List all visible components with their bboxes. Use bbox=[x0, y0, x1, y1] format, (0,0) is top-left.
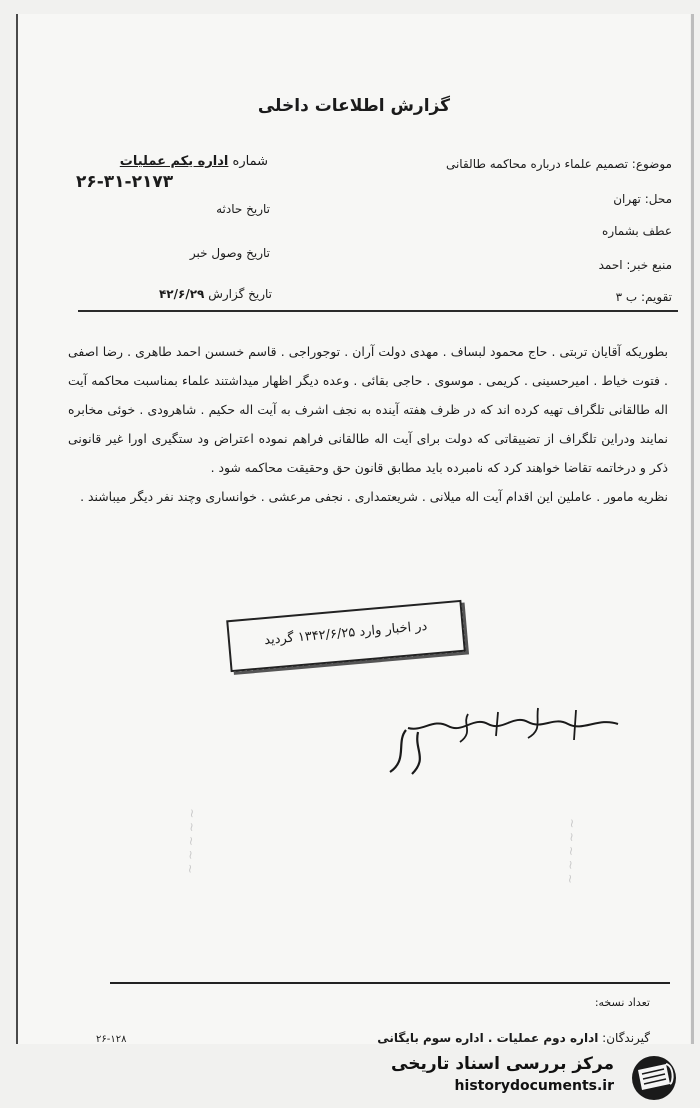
event-date-row bbox=[216, 202, 270, 216]
header-divider bbox=[78, 310, 678, 312]
number-label: شماره bbox=[232, 154, 268, 169]
subject-row: موضوع: تصمیم علماء درباره محاکمه طالقانی bbox=[445, 157, 672, 171]
rating-row: تقویم: ب ۳ bbox=[615, 290, 672, 304]
bleed-through-1: ~ ~ ~ ~ ~ bbox=[182, 808, 199, 874]
source-row: منبع خبر: احمد bbox=[598, 258, 672, 272]
location-label: محل bbox=[648, 192, 672, 206]
rating-label: تقویم bbox=[645, 290, 672, 304]
number-row bbox=[120, 154, 268, 169]
location-value: تهران bbox=[613, 192, 641, 206]
report-date-value: ۴۲/۶/۲۹ bbox=[158, 287, 205, 301]
archive-watermark bbox=[391, 1052, 686, 1104]
subject-value: تصمیم علماء درباره محاکمه طالقانی bbox=[445, 157, 628, 171]
signature-scribble bbox=[378, 702, 628, 782]
location-row: محل: تهران bbox=[613, 192, 672, 206]
footer-document-number: ۲۶-۱۲۸ bbox=[96, 1034, 127, 1045]
report-title: گزارش اطلاعات داخلی bbox=[257, 96, 450, 116]
subject-label: موضوع bbox=[635, 157, 672, 171]
receipt-date-label: تاریخ وصول خبر bbox=[189, 246, 270, 260]
watermark-title: مرکز بررسی اسناد تاریخی bbox=[391, 1054, 614, 1074]
followup-row bbox=[602, 224, 672, 238]
footer-divider bbox=[110, 982, 670, 984]
rating-value: ب ۳ bbox=[615, 290, 638, 304]
followup-label: عطف بشماره bbox=[602, 224, 672, 238]
body-paragraph-2: نظریه مامور . عاملین این اقدام آیت اله میلانی . شریعتمداری . نجفی مرعشی . خوانساری وچند نفر دیگر میباشند . bbox=[80, 489, 668, 504]
document-number: ۲۶-۳۱-۲۱۷۳ bbox=[76, 172, 174, 192]
report-body bbox=[68, 337, 668, 511]
body-paragraph-1: بطوریکه آقایان تربتی . حاج محمود لبساف . مهدی دولت آران . توجوراجی . قاسم خسسن احمد طاهری . رضا اصفی . فتوت خیاط . امیرحسینی . کریمی . موسوی . حاجی بقائی . وعده دیگر اظهار میداشتند علماء بمناسبت محاکمه آیت اله طالقانی تلگراف تهیه کرده اند که در ظرف هفته آینده به نجف اشرف به آیت اله حکیم . شاهرودی . خوئی مخابره نمایند ودراین تلگراف از تضییقاتی که دولت برای آیت اله طالقانی فراهم نموده اعتراض ود ستگیری اورا غیر قانونی ذکر و درخاتمه تقاضا خواهند کرد که نامبرده باید مطابق قانون حق وحقیقت محاکمه شود . bbox=[68, 344, 668, 475]
recipients-value: اداره دوم عملیات . اداره سوم بایگانی bbox=[377, 1031, 599, 1045]
receipt-date-row bbox=[190, 246, 270, 260]
recipients-row: گیرندگان: اداره دوم عملیات . اداره سوم بایگانی bbox=[377, 1031, 650, 1045]
source-label: منبع خبر bbox=[630, 258, 672, 272]
report-date-label: تاریخ گزارش bbox=[208, 287, 272, 301]
scroll-logo-icon bbox=[626, 1054, 682, 1102]
handwritten-note bbox=[378, 702, 628, 786]
bleed-through-2: ~ ~ ~ ~ ~ bbox=[562, 818, 579, 884]
office-label: اداره یکم عملیات bbox=[119, 154, 229, 169]
event-date-label: تاریخ حادثه bbox=[216, 202, 270, 216]
watermark-url: historydocuments.ir bbox=[454, 1078, 614, 1094]
source-value: احمد bbox=[598, 258, 623, 272]
copies-label: تعداد نسخه bbox=[598, 996, 650, 1009]
received-stamp bbox=[226, 600, 466, 672]
copies-row: تعداد نسخه: bbox=[594, 996, 650, 1009]
recipients-label: گیرندگان bbox=[606, 1031, 650, 1045]
document-page bbox=[16, 14, 690, 1044]
report-date-row bbox=[159, 287, 272, 301]
stamp-text: در اخبار وارد ۱۳۴۲/۶/۲۵ گردید bbox=[263, 618, 428, 649]
